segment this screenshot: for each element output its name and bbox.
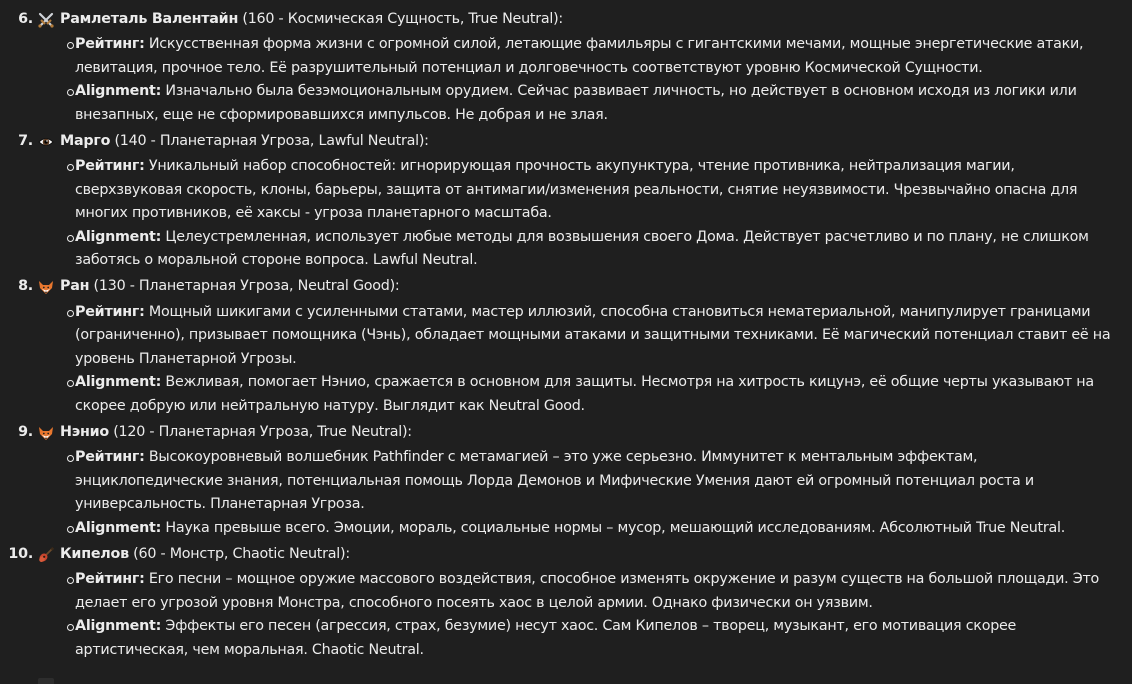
rating-item [75,301,1115,371]
entry-meta: (60 - Монстр, Chaotic Neutral): [128,545,350,562]
ranking-list [0,8,1132,665]
rating-label: Рейтинг: [75,571,145,588]
entry-name: Ран [60,278,90,295]
entry-header [8,543,1132,566]
rating-item [75,33,1115,80]
rating-item [75,446,1115,516]
rating-text: Высокоуровневый волшебник Pathfinder с метамагией – это уже серьезно. Иммунитет к ментальным эффектам, энциклопедические знания, потенциальная помощь Лорда Демонов и Мифические Умения дают ей огромный потенциал роста и универсальность. Планетарная Угроза. [75,449,1034,513]
entry-number: 9. [18,423,33,440]
eye-icon [38,134,54,150]
alignment-item [75,517,1115,540]
entry-meta: (120 - Планетарная Угроза, True Neutral): [108,423,412,440]
crossed-swords-icon [38,12,54,28]
rating-item [75,568,1115,615]
alignment-item [75,226,1115,273]
entry-details [60,446,1132,540]
entry-number: 7. [18,133,33,150]
alignment-label: Alignment: [75,83,162,100]
ranking-entry [0,130,1132,272]
rating-text: Мощный шикигами с усиленными статами, мастер иллюзий, способна становиться нематериальной, манипулирует границами (ограниченно), призывает помощника (Чэнь), обладает мощными атаками и защитными техниками. Её магический потенциал ставит её на уровень Планетарной Угрозы. [75,303,1111,367]
rating-text: Уникальный набор способностей: игнорирующая прочность акупунктура, чтение противника, нейтрализация магии, сверхзвуковая скорость, клоны, барьеры, защита от антимагии/изменения реальности, снятие неуязвимости. Чрезвычайно опасна для многих противников, её хаксы - угроза планетарного масштаба. [75,158,1078,222]
entry-name: Нэнио [60,423,109,440]
entry-number: 6. [18,11,33,27]
rating-label: Рейтинг: [75,449,145,466]
alignment-text: Изначально была безэмоциональным орудием. Сейчас развивает личность, но действует в основном исходя из логики или внезапных, еще не сформировавшихся импульсов. Не добрая и не злая. [75,83,1077,123]
entry-name: Марго [60,133,111,150]
entry-name: Кипелов [60,545,129,562]
alignment-text: Эффекты его песен (агрессия, страх, безумие) несут хаос. Сам Кипелов – творец, музыкант, его мотивация скорее артистическая, чем моральная. Chaotic Neutral. [75,618,1017,658]
rating-label: Рейтинг: [75,303,145,320]
alignment-label: Alignment: [75,228,162,245]
entry-details [60,301,1132,418]
entry-header [18,421,1132,444]
ranking-entry [0,8,1132,127]
alignment-label: Alignment: [75,618,162,635]
rating-label: Рейтинг: [75,158,145,175]
next-entry-icon-cutoff [38,678,54,684]
rating-label: Рейтинг: [75,36,145,53]
alignment-item [75,371,1115,418]
entry-details [60,155,1132,272]
entry-meta: (160 - Космическая Сущность, True Neutral): [238,11,563,27]
fox-icon [38,425,54,441]
alignment-item [75,80,1115,127]
entry-header [18,275,1132,298]
rating-text: Его песни – мощное оружие массового воздействия, способное изменять окружение и разум существ на большой площади. Это делает его угрозой уровня Монстра, способного посеять хаос в целой армии. Однако физически он уязвим. [75,571,1100,611]
rating-item [75,155,1115,225]
entry-name: Рамлеталь Валентайн [60,11,239,27]
entry-number: 8. [18,278,33,295]
entry-meta: (140 - Планетарная Угроза, Lawful Neutral): [110,133,429,150]
entry-header [18,130,1132,153]
alignment-text: Целеустремленная, использует любые методы для возвышения своего Дома. Действует расчетливо и по плану, не слишком заботясь о моральной стороне вопроса. Lawful Neutral. [75,228,1089,269]
alignment-text: Вежливая, помогает Нэнио, сражается в основном для защиты. Несмотря на хитрость кицунэ, её общие черты указывают на скорее добрую или нейтральную натуру. Выглядит как Neutral Good. [75,374,1094,414]
alignment-text: Наука превыше всего. Эмоции, мораль, социальные нормы – мусор, мешающий исследованиям. Абсолютный True Neutral. [161,519,1066,536]
entry-meta: (130 - Планетарная Угроза, Neutral Good): [89,278,400,295]
ranking-entry [0,275,1132,417]
alignment-label: Alignment: [75,519,162,536]
entry-details [60,33,1132,127]
alignment-label: Alignment: [75,374,162,391]
entry-header [18,8,1132,31]
ranking-entry [0,421,1132,540]
guitar-icon [38,547,54,563]
fox-icon [38,279,54,295]
ranking-entry [0,543,1132,662]
alignment-item [75,615,1115,662]
rating-text: Искусственная форма жизни с огромной силой, летающие фамильяры с гигантскими мечами, мощные энергетические атаки, левитация, прочное тело. Её разрушительный потенциал и долговечность соответствуют уровню Космической Сущности. [75,36,1084,76]
entry-number: 10. [8,545,33,562]
entry-details [60,568,1132,662]
